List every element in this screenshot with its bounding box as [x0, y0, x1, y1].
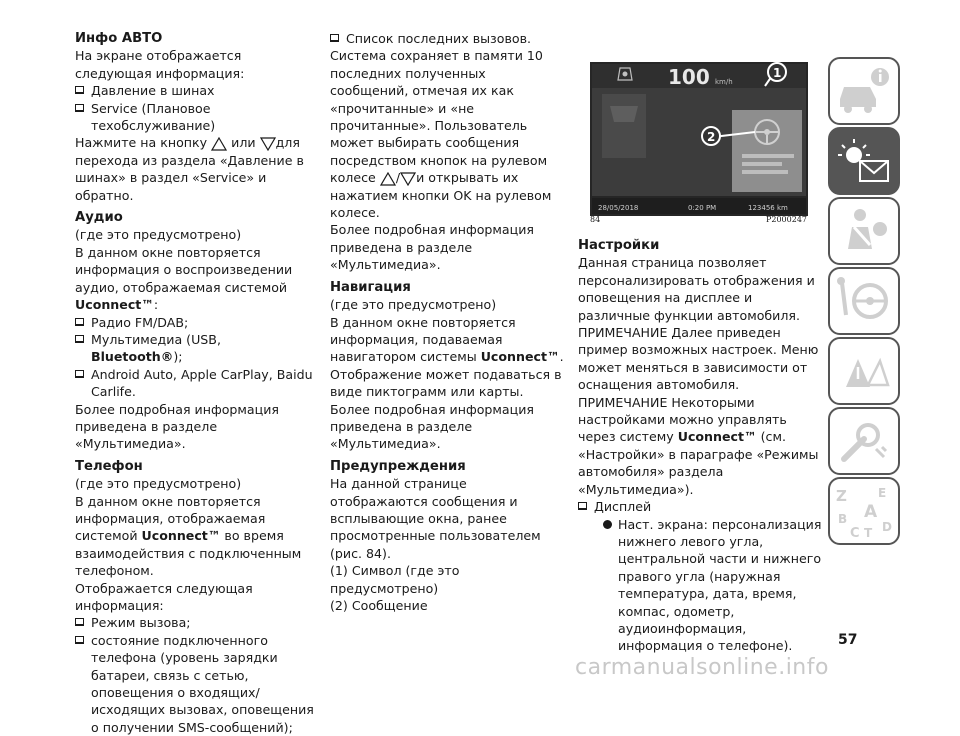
list-item: [75, 331, 315, 366]
text: во время взаимодействия с подключенным телефоном.: [75, 528, 302, 579]
paragraph: (1) Символ (где это предусмотрено): [330, 563, 460, 596]
paragraph: [75, 493, 315, 580]
paragraph: [75, 134, 315, 204]
svg-text:B: B: [838, 512, 848, 526]
column-1: [75, 30, 315, 736]
text: или: [231, 135, 256, 151]
text: . Отображение может подаваться в виде пиктограмм или карты.: [330, 349, 564, 400]
watermark: carmanualsonline.info: [575, 655, 829, 680]
list-item: [75, 100, 315, 135]
heading-info-auto: Инфо АВТО: [75, 31, 163, 46]
text: (см. «Настройки» в параграфе «Режимы автомобиля» раздела «Мультимедиа»).: [578, 429, 819, 497]
paragraph: Более подробная информация приведена в разделе «Мультимедиа».: [330, 401, 534, 452]
brand-text: Uconnect™: [480, 349, 560, 365]
tab-index[interactable]: [828, 477, 900, 545]
paragraph: [330, 47, 565, 221]
text: и открывать их нажатием кнопки OK на рулевом колесе.: [330, 170, 552, 221]
tab-maintenance[interactable]: [828, 407, 900, 475]
list-item-text: Дисплей: [594, 499, 652, 515]
paragraph: ПРИМЕЧАНИЕ Далее приведен пример возможных настроек. Меню может меняться в зависимости от оснащения автомобиля.: [578, 325, 819, 393]
svg-text:C: C: [850, 526, 860, 541]
checkbox-bullet-icon: [75, 618, 84, 626]
paragraph: Более подробная информация приведена в разделе «Мультимедиа».: [75, 401, 279, 452]
checkbox-bullet-icon: [578, 502, 587, 510]
text: Нажмите на кнопку: [75, 135, 208, 151]
display-time: 0:20 PM: [688, 204, 717, 212]
heading-navigation: Навигация: [330, 279, 411, 295]
list-item: [75, 614, 315, 631]
svg-text:E: E: [878, 486, 887, 500]
figure-number: 84: [590, 215, 601, 224]
text: В данном окне повторяется информация, подаваемая навигатором системы: [330, 314, 516, 365]
heading-audio: Аудио: [75, 210, 123, 226]
paragraph: Отображается следующая информация:: [75, 580, 253, 613]
paragraph: (где это предусмотрено): [75, 227, 242, 243]
brand-text: Uconnect™: [677, 429, 757, 445]
heading-phone: Телефон: [75, 458, 143, 474]
paragraph: [578, 394, 823, 498]
paragraph: [75, 244, 315, 314]
list-item: [75, 632, 315, 736]
list-item-text: Service (Плановое техобслуживание): [91, 100, 216, 134]
checkbox-bullet-icon: [75, 104, 84, 112]
checkbox-bullet-icon: [75, 86, 84, 94]
list-item-text: Режим вызова;: [91, 615, 191, 631]
paragraph: (2) Сообщение: [330, 598, 428, 613]
list-item-text: Давление в шинах: [91, 83, 215, 99]
checkbox-bullet-icon: [75, 318, 84, 326]
paragraph: На экране отображается следующая информация:: [75, 48, 245, 81]
heading-settings: Настройки: [578, 238, 660, 253]
list-item: [75, 82, 315, 99]
column-2: [330, 30, 565, 614]
list-item: [75, 366, 315, 401]
checkbox-bullet-icon: [330, 34, 339, 42]
breakdown-triangle-icon: [830, 339, 898, 403]
down-arrow-button-icon: [260, 137, 276, 151]
list-item: [578, 498, 823, 515]
tab-emergency[interactable]: [828, 337, 900, 405]
checkbox-bullet-icon: [75, 370, 84, 378]
maintenance-wrench-icon: [830, 409, 898, 473]
figure-84-dashboard-display: [590, 62, 808, 216]
paragraph: [330, 314, 565, 401]
car-info-icon: [830, 59, 898, 123]
warning-message-icon: [830, 129, 898, 193]
warning-message-panel: [732, 110, 802, 192]
tab-starting-driving[interactable]: [828, 267, 900, 335]
svg-text:A: A: [864, 502, 878, 522]
svg-text:T: T: [864, 526, 873, 540]
round-bullet-icon: [603, 520, 612, 529]
speed-readout: 100: [668, 65, 710, 89]
seatbelt-airbag-icon: [830, 199, 898, 263]
list-item-text: );: [173, 349, 183, 365]
text: В данном окне повторяется информация о воспроизведении аудио, отображаемая системой: [75, 244, 293, 295]
text: :: [153, 297, 159, 313]
brand-text: Bluetooth®: [91, 349, 174, 365]
text: /: [395, 170, 401, 186]
display-odometer: 123456 km: [748, 204, 788, 212]
brand-text: Uconnect™: [141, 528, 221, 544]
speed-unit: km/h: [715, 78, 733, 86]
tab-warnings-messages[interactable]: [828, 127, 900, 195]
callout-2-label: 2: [707, 130, 716, 144]
list-item: [75, 314, 315, 331]
steering-wheel-key-icon: [830, 269, 898, 333]
sub-list-item: [578, 516, 823, 655]
paragraph: Данная страница позволяет персонализировать отображения и оповещения на дисплее и различные функции автомобиля.: [578, 255, 815, 323]
up-arrow-button-icon: [380, 172, 396, 186]
checkbox-bullet-icon: [75, 335, 84, 343]
paragraph: (где это предусмотрено): [75, 476, 242, 492]
list-item-text: Android Auto, Apple CarPlay, Baidu Carlife.: [91, 366, 313, 400]
list-item-text: Мультимедиа (USB,: [91, 331, 221, 347]
list-item-text: Радио FM/DAB;: [91, 314, 189, 330]
paragraph: На данной странице отображаются сообщения и всплывающие окна, ранее просмотренные пользователем (рис. 84).: [330, 476, 541, 561]
text: ПРИМЕЧАНИЕ Некоторыми настройками можно управлять через систему: [578, 394, 787, 445]
list-item-text: Список последних вызовов.: [346, 31, 532, 46]
figure-code: P2000247: [765, 215, 807, 224]
up-arrow-button-icon: [211, 137, 227, 151]
checkbox-bullet-icon: [75, 636, 84, 644]
column-3: [578, 237, 823, 655]
tab-car-info[interactable]: [828, 57, 900, 125]
paragraph: (где это предусмотрено): [330, 297, 497, 313]
figure-caption: [590, 215, 815, 227]
display-date: 28/05/2018: [598, 204, 639, 212]
left-panel: [602, 94, 646, 158]
paragraph: Более подробная информация приведена в разделе «Мультимедиа».: [330, 222, 534, 273]
text: В данном окне повторяется информация, отображаемая системой: [75, 493, 266, 544]
text: для перехода из раздела «Давление в шинах» в раздел «Service» и обратно.: [75, 135, 304, 203]
sub-list-item-text: Наст. экрана: персонализация нижнего левого угла, центральной части и нижнего правого угла (наружная температура, дата, время, компас, одометр, аудиоинформация, информация о телефоне).: [618, 516, 822, 654]
alphabetical-index-icon: [830, 479, 898, 543]
page-number: 57: [838, 632, 858, 648]
brand-text: Uconnect™: [75, 297, 154, 313]
svg-text:Z: Z: [836, 487, 847, 505]
text: Система сохраняет в памяти 10 последних полученных сообщений, отмечая их как «прочитанные» и «не прочитанные». Пользователь может выбирать сообщения посредством кнопок на рулевом колесе: [330, 48, 548, 186]
heading-warnings: Предупреждения: [330, 458, 466, 474]
list-item-text: состояние подключенного телефона (уровень зарядки батареи, связь с сетью, оповещения о входящих/исходящих вызовах, оповещения о получении SMS-сообщений);: [91, 632, 314, 735]
callout-1-label: 1: [773, 66, 782, 80]
svg-text:D: D: [882, 520, 892, 534]
tab-safety[interactable]: [828, 197, 900, 265]
list-item: [330, 30, 565, 47]
down-arrow-button-icon: [400, 172, 416, 186]
